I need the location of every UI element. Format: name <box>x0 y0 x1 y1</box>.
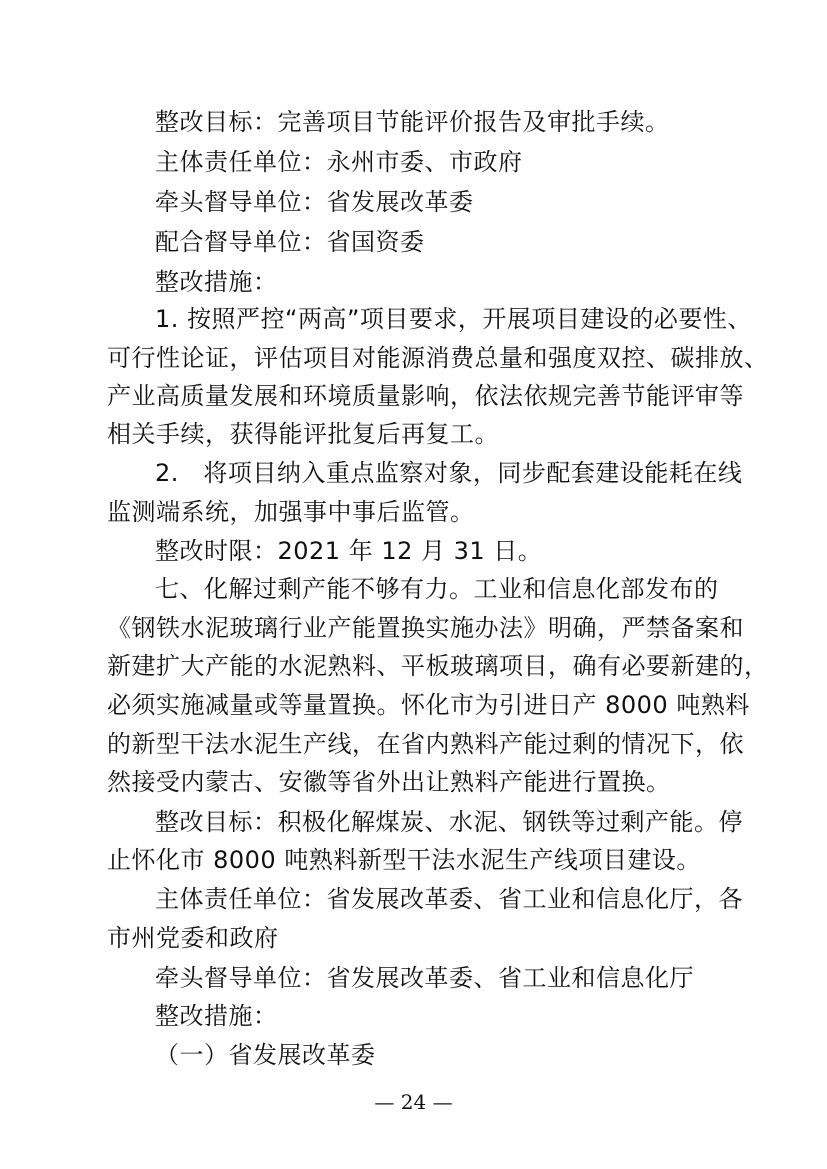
section-seven-line-1: 七、化解过剩产能不够有力。工业和信息化部发布的 <box>155 575 719 603</box>
measure-1-line-1: 1. 按照严控“两高”项目要求，开展项目建设的必要性、 <box>155 305 752 333</box>
lead-supervision-unit-2: 牵头督导单位：省发展改革委、省工业和信息化厅 <box>155 964 694 992</box>
section-seven-line-2: 《钢铁水泥玻璃行业产能置换实施办法》明确，严禁备案和 <box>107 614 744 642</box>
main-responsible-unit-2-line-2: 市州党委和政府 <box>107 924 279 952</box>
cooperating-supervision-unit: 配合督导单位：省国资委 <box>155 228 425 256</box>
measures-heading-1: 整改措施： <box>155 268 278 296</box>
subsection-heading-1: （一）省发展改革委 <box>155 1041 376 1069</box>
rectification-goal-2-line-2: 止怀化市 8000 吨熟料新型干法水泥生产线项目建设。 <box>107 846 701 874</box>
section-seven-line-4: 必须实施减量或等量置换。怀化市为引进日产 8000 吨熟料 <box>107 691 750 719</box>
main-responsible-unit-1: 主体责任单位：永州市委、市政府 <box>155 148 523 176</box>
measures-heading-2: 整改措施： <box>155 1002 278 1030</box>
section-seven-line-5: 的新型干法水泥生产线，在省内熟料产能过剩的情况下，依 <box>107 730 744 758</box>
measure-2-line-1: 2. 将项目纳入重点监察对象，同步配套建设能耗在线 <box>155 459 743 487</box>
page-number: — 24 — <box>374 1090 453 1114</box>
measure-2-line-2: 监测端系统，加强事中事后监管。 <box>107 498 475 526</box>
measure-1-line-2: 可行性论证，评估项目对能源消费总量和强度双控、碳排放、 <box>107 344 769 372</box>
measure-1-line-3: 产业高质量发展和环境质量影响，依法依规完善节能评审等 <box>107 382 744 410</box>
lead-supervision-unit-1: 牵头督导单位：省发展改革委 <box>155 188 474 216</box>
rectification-goal-1: 整改目标：完善项目节能评价报告及审批手续。 <box>155 108 670 136</box>
section-seven-line-3: 新建扩大产能的水泥熟料、平板玻璃项目，确有必要新建的， <box>107 652 769 680</box>
rectification-goal-2-line-1: 整改目标：积极化解煤炭、水泥、钢铁等过剩产能。停 <box>155 808 743 836</box>
deadline: 整改时限：2021 年 12 月 31 日。 <box>155 537 543 565</box>
main-responsible-unit-2-line-1: 主体责任单位：省发展改革委、省工业和信息化厅，各 <box>155 885 743 913</box>
measure-1-line-4: 相关手续，获得能评批复后再复工。 <box>107 420 499 448</box>
section-seven-line-6: 然接受内蒙古、安徽等省外出让熟料产能进行置换。 <box>107 768 671 796</box>
